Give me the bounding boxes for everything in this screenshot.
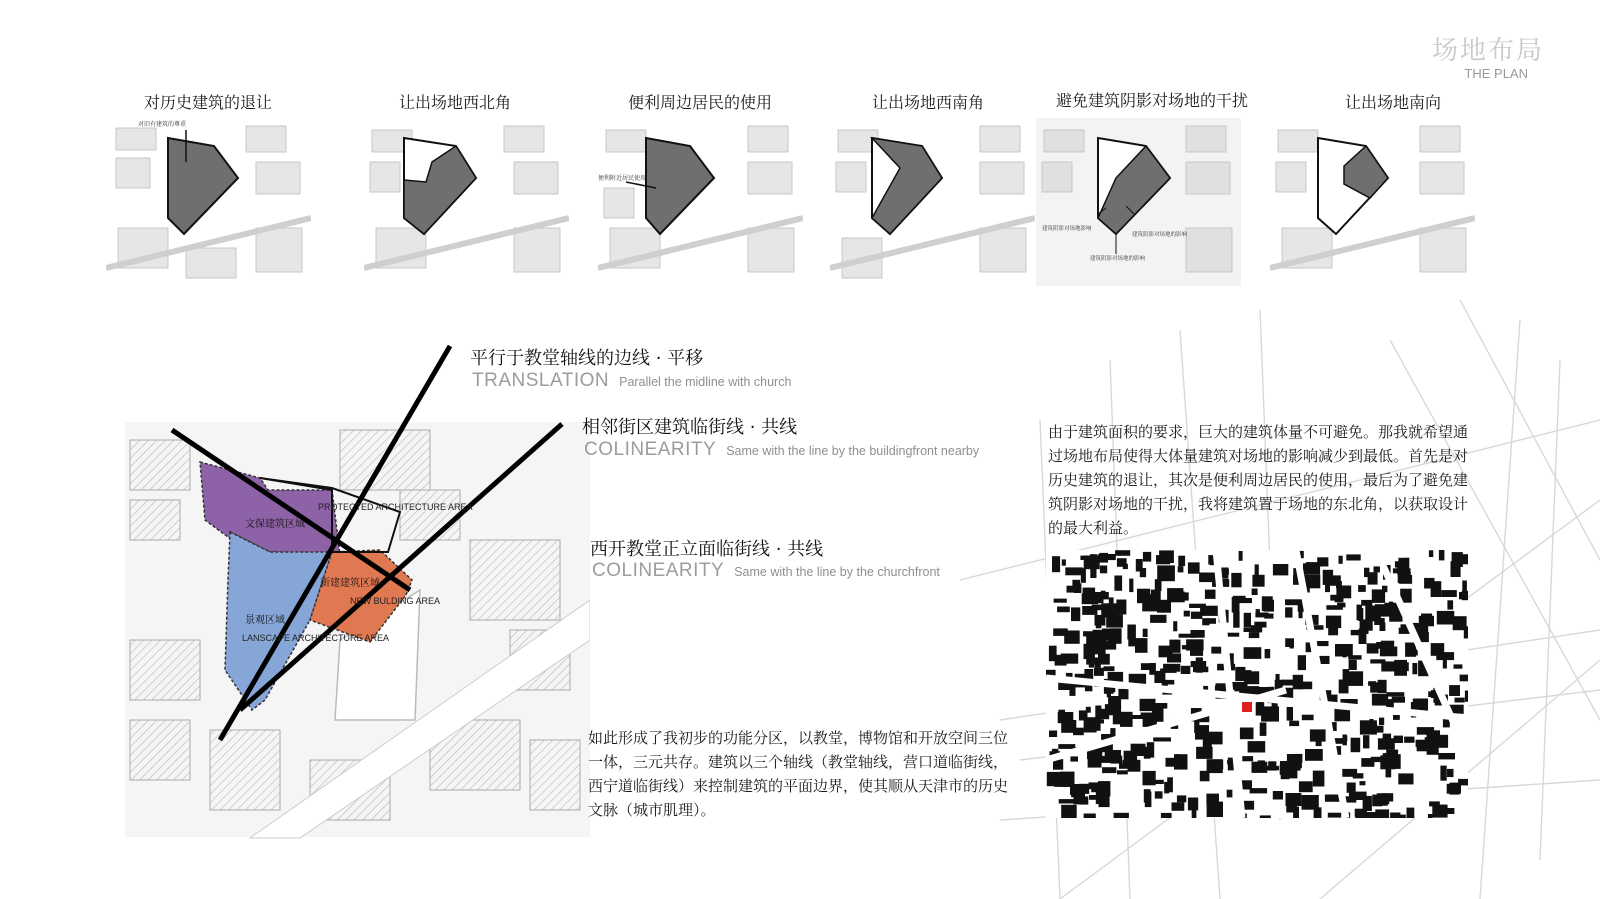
building-block bbox=[1117, 558, 1127, 567]
building-block bbox=[1454, 664, 1463, 668]
building-block bbox=[1302, 795, 1319, 810]
building-block bbox=[1167, 777, 1173, 792]
building-block bbox=[1147, 742, 1154, 757]
building-block bbox=[1398, 773, 1413, 784]
building-block bbox=[1127, 625, 1136, 640]
step5-annotation-2: 建筑阴影对场地的影响 bbox=[1132, 232, 1188, 238]
building-block bbox=[1465, 691, 1468, 702]
building-block bbox=[1094, 668, 1104, 676]
building-block bbox=[1206, 794, 1219, 805]
building-block bbox=[1143, 552, 1151, 562]
building-block bbox=[1086, 658, 1101, 665]
building-block bbox=[1260, 723, 1267, 736]
zone-landscape-en: LANSCAPE ARCHITECTURE AREA bbox=[242, 633, 390, 643]
building-block bbox=[1062, 559, 1066, 565]
building-block bbox=[1149, 663, 1156, 675]
building-block bbox=[1099, 553, 1108, 563]
building-block bbox=[1268, 761, 1276, 770]
building-block bbox=[1231, 573, 1241, 587]
building-block bbox=[1445, 613, 1454, 623]
building-block bbox=[1129, 579, 1133, 593]
building-block bbox=[1347, 783, 1356, 793]
building-block bbox=[1155, 579, 1162, 591]
building-block bbox=[1104, 666, 1115, 671]
building-block bbox=[1380, 647, 1397, 657]
step5-annotation-1: 建筑阴影对场地影响 bbox=[1042, 226, 1092, 232]
building-block bbox=[1249, 632, 1260, 638]
building-block bbox=[1208, 732, 1223, 745]
zone-protected-cn: 文保建筑区域 bbox=[245, 519, 305, 530]
building-block bbox=[1115, 550, 1130, 556]
building-block bbox=[1103, 641, 1117, 650]
building-block bbox=[1407, 808, 1415, 818]
building-block bbox=[1157, 600, 1171, 613]
building-block bbox=[1169, 640, 1180, 653]
building-block bbox=[1317, 557, 1328, 566]
building-block bbox=[1155, 703, 1167, 709]
building-block bbox=[1155, 791, 1163, 798]
step-title-5: 避免建筑阴影对场地的干扰 bbox=[1055, 91, 1248, 110]
axis-2-en bbox=[584, 439, 979, 461]
building-block bbox=[1264, 614, 1273, 619]
building-block bbox=[1313, 771, 1325, 787]
building-block bbox=[1143, 629, 1148, 637]
building-block bbox=[1441, 590, 1457, 597]
building-block bbox=[1447, 769, 1454, 777]
building-block bbox=[1177, 795, 1186, 802]
step-map-5 bbox=[1036, 118, 1241, 286]
building-block bbox=[1400, 815, 1406, 818]
building-block bbox=[1328, 813, 1341, 818]
building-block bbox=[1233, 612, 1239, 628]
step-title-6: 让出场地南向 bbox=[1344, 93, 1441, 112]
building-block bbox=[1052, 556, 1060, 572]
building-block bbox=[1188, 562, 1200, 573]
building-block bbox=[1252, 589, 1258, 596]
building-block bbox=[1383, 734, 1392, 748]
building-block bbox=[1265, 649, 1271, 658]
building-block bbox=[1084, 814, 1096, 819]
building-block bbox=[1123, 760, 1135, 764]
building-block bbox=[1084, 717, 1097, 732]
figure-ground-map bbox=[1046, 550, 1468, 818]
zone-protected-en: PROTECTED ARCHITECTURE AREA bbox=[318, 502, 473, 512]
building-block bbox=[1370, 682, 1383, 692]
building-block bbox=[1299, 607, 1303, 618]
building-block bbox=[1114, 576, 1122, 591]
axis-2-cn: 相邻街区建筑临街线 · 共线 bbox=[582, 417, 798, 438]
building-block bbox=[1305, 749, 1323, 761]
building-block bbox=[1239, 551, 1243, 561]
building-block bbox=[1144, 789, 1151, 802]
building-block bbox=[1135, 638, 1148, 653]
building-block bbox=[1287, 707, 1293, 721]
building-block bbox=[1117, 770, 1128, 774]
building-block bbox=[1242, 756, 1253, 761]
building-block bbox=[1070, 786, 1079, 795]
building-block bbox=[1379, 718, 1384, 726]
building-block bbox=[1248, 741, 1266, 752]
building-block bbox=[1204, 618, 1216, 624]
building-block bbox=[1244, 613, 1251, 628]
axis-1-en-small: Parallel the midline with church bbox=[619, 375, 792, 389]
building-block bbox=[1297, 682, 1312, 690]
building-block bbox=[1054, 599, 1067, 603]
building-block bbox=[1358, 585, 1366, 592]
building-block bbox=[1431, 581, 1442, 597]
building-block bbox=[1244, 647, 1262, 659]
building-block bbox=[1339, 556, 1343, 564]
building-block bbox=[1141, 713, 1156, 719]
building-block bbox=[1336, 581, 1342, 588]
zone-new-cn: 新建建筑区域 bbox=[320, 578, 380, 589]
building-block bbox=[1428, 814, 1433, 818]
building-block bbox=[1368, 618, 1373, 631]
building-block bbox=[1193, 667, 1208, 673]
axis-1-en-big: TRANSLATION bbox=[472, 370, 610, 391]
building-block bbox=[1189, 604, 1206, 608]
building-block bbox=[1096, 622, 1102, 629]
building-block bbox=[1239, 598, 1252, 603]
axis-3-cn: 西开教堂正立面临街线 · 共线 bbox=[590, 539, 824, 560]
building-block bbox=[1053, 628, 1068, 636]
building-block bbox=[1100, 566, 1107, 574]
building-block bbox=[1393, 715, 1400, 720]
building-block bbox=[1417, 727, 1434, 735]
building-block bbox=[1102, 629, 1117, 639]
building-block bbox=[1113, 711, 1120, 725]
building-block bbox=[1096, 718, 1101, 731]
building-block bbox=[1091, 785, 1107, 793]
step-map-4 bbox=[830, 118, 1035, 286]
building-block bbox=[1235, 667, 1245, 681]
building-block bbox=[1234, 684, 1247, 691]
building-block bbox=[1357, 605, 1363, 621]
building-block bbox=[1449, 685, 1460, 696]
building-block bbox=[1439, 808, 1455, 814]
building-block bbox=[1370, 659, 1385, 663]
step5-annotation-3: 建筑阴影对场地的影响 bbox=[1090, 256, 1146, 262]
building-block bbox=[1256, 609, 1260, 615]
building-block bbox=[1353, 773, 1364, 778]
step-title-3: 便利周边居民的使用 bbox=[627, 93, 772, 112]
building-block bbox=[1361, 600, 1372, 606]
building-block bbox=[1205, 590, 1216, 599]
building-block bbox=[1101, 603, 1118, 617]
building-block bbox=[1349, 660, 1357, 670]
building-block bbox=[1363, 735, 1369, 748]
zone-landscape-cn: 景观区域 bbox=[245, 615, 285, 626]
building-block bbox=[1451, 561, 1461, 577]
building-block bbox=[1172, 802, 1185, 810]
step-title-4: 让出场地西南角 bbox=[871, 93, 984, 112]
building-block bbox=[1335, 644, 1353, 657]
building-block bbox=[1255, 564, 1259, 579]
building-block bbox=[1227, 790, 1233, 798]
axis-1-cn: 平行于教堂轴线的边线 · 平移 bbox=[470, 348, 704, 369]
building-block bbox=[1071, 607, 1080, 621]
building-block bbox=[1157, 565, 1175, 581]
building-block bbox=[1380, 622, 1386, 631]
building-block bbox=[1325, 579, 1330, 592]
building-block bbox=[1429, 801, 1440, 806]
building-block bbox=[1059, 799, 1075, 803]
axis-1-en bbox=[472, 370, 791, 392]
building-block bbox=[1390, 813, 1400, 819]
building-block bbox=[1049, 731, 1057, 738]
step-map-3 bbox=[598, 118, 803, 286]
building-block bbox=[1337, 603, 1345, 608]
building-block bbox=[1440, 766, 1446, 781]
building-block bbox=[1200, 771, 1210, 782]
building-block bbox=[1232, 597, 1240, 613]
building-block bbox=[1298, 655, 1306, 670]
step-map-6 bbox=[1270, 118, 1475, 286]
conclusion-paragraph: 如此形成了我初步的功能分区，以教堂，博物馆和开放空间三位一体，三元共存。建筑以三个轴线（教堂轴线，营口道临街线，西宁道临街线）来控制建筑的平面边界，使其顺从天津市的历史文脉（城市肌理）。 bbox=[588, 729, 1009, 819]
building-block bbox=[1464, 626, 1468, 638]
building-block bbox=[1120, 712, 1133, 727]
building-block bbox=[1334, 708, 1350, 721]
building-block bbox=[1359, 629, 1367, 644]
building-block bbox=[1155, 780, 1164, 784]
building-block bbox=[1065, 567, 1083, 575]
page-subtitle: THE PLAN bbox=[1464, 66, 1528, 81]
zoning-diagram bbox=[70, 340, 590, 840]
building-block bbox=[1143, 771, 1156, 785]
building-block bbox=[1161, 813, 1172, 818]
building-block bbox=[1447, 600, 1453, 609]
step3-annotation: 便利附近居民使用 bbox=[598, 175, 647, 182]
building-block bbox=[1244, 671, 1259, 684]
building-block bbox=[1083, 593, 1090, 602]
building-block bbox=[1136, 559, 1143, 572]
building-block bbox=[1091, 592, 1109, 599]
building-block bbox=[1310, 729, 1326, 741]
building-block bbox=[1289, 721, 1299, 726]
building-block bbox=[1102, 767, 1116, 773]
building-block bbox=[1273, 564, 1288, 575]
building-block bbox=[1443, 655, 1447, 668]
building-block bbox=[1404, 737, 1414, 743]
building-block bbox=[1286, 799, 1297, 813]
building-block bbox=[1250, 788, 1268, 793]
site-highlight bbox=[1242, 702, 1252, 712]
building-block bbox=[1151, 590, 1161, 601]
building-block bbox=[1258, 760, 1265, 771]
building-block bbox=[1392, 697, 1405, 703]
step-map-1 bbox=[106, 118, 311, 286]
axis-2-en-small: Same with the line by the buildingfront nearby bbox=[726, 444, 980, 458]
building-block bbox=[1140, 699, 1156, 711]
building-block bbox=[1119, 763, 1131, 768]
building-block bbox=[1052, 749, 1059, 753]
building-block bbox=[1380, 755, 1395, 769]
building-block bbox=[1047, 772, 1065, 786]
building-block bbox=[1184, 611, 1190, 617]
building-block bbox=[1394, 736, 1403, 743]
building-block bbox=[1109, 597, 1114, 603]
building-block bbox=[1159, 550, 1174, 563]
axis-3-en-big: COLINEARITY bbox=[592, 560, 725, 581]
building-block bbox=[1438, 753, 1455, 759]
building-block bbox=[1276, 674, 1280, 683]
building-block bbox=[1325, 795, 1340, 802]
axis-3-en bbox=[592, 560, 940, 582]
building-block bbox=[1351, 738, 1361, 753]
building-block bbox=[1285, 607, 1292, 617]
building-block bbox=[1191, 630, 1205, 638]
building-block bbox=[1374, 566, 1381, 572]
building-block bbox=[1114, 813, 1129, 818]
building-block bbox=[1372, 589, 1385, 603]
building-block bbox=[1150, 615, 1166, 623]
zone-new-en: NEW BULDING AREA bbox=[350, 596, 441, 606]
building-block bbox=[1394, 660, 1407, 676]
building-block bbox=[1280, 761, 1294, 773]
building-block bbox=[1360, 781, 1366, 785]
building-block bbox=[1251, 625, 1262, 632]
building-block bbox=[1073, 794, 1082, 804]
building-block bbox=[1167, 653, 1181, 662]
building-block bbox=[1439, 550, 1445, 560]
building-block bbox=[1181, 666, 1191, 674]
building-block bbox=[1461, 554, 1468, 564]
building-block bbox=[1153, 737, 1171, 741]
axis-2-en-big: COLINEARITY bbox=[584, 439, 717, 460]
building-block bbox=[1299, 781, 1313, 792]
building-block bbox=[1425, 737, 1437, 746]
building-block bbox=[1058, 744, 1075, 749]
building-block bbox=[1412, 663, 1417, 674]
building-block bbox=[1174, 754, 1188, 769]
building-block bbox=[1105, 704, 1112, 715]
building-block bbox=[1386, 692, 1404, 696]
building-block bbox=[1458, 779, 1468, 786]
building-block bbox=[1163, 664, 1180, 672]
building-block bbox=[1178, 566, 1184, 572]
building-block bbox=[1368, 572, 1378, 584]
building-block bbox=[1073, 728, 1084, 736]
building-block bbox=[1192, 810, 1197, 818]
building-block bbox=[1137, 589, 1150, 604]
page-title: 场地布局 bbox=[1431, 36, 1544, 66]
building-block bbox=[1211, 647, 1221, 654]
building-block bbox=[1067, 586, 1078, 593]
building-block bbox=[1178, 556, 1185, 566]
step-title-2: 让出场地西北角 bbox=[398, 93, 511, 112]
building-block bbox=[1343, 735, 1347, 746]
step1-annotation: 对旧有建筑的尊重 bbox=[138, 121, 187, 128]
building-block bbox=[1455, 698, 1465, 703]
building-block bbox=[1405, 643, 1416, 657]
building-block bbox=[1084, 556, 1100, 570]
building-block bbox=[1346, 554, 1360, 560]
building-block bbox=[1256, 702, 1265, 716]
building-block bbox=[1339, 680, 1349, 694]
building-block bbox=[1055, 655, 1067, 666]
building-block bbox=[1347, 671, 1363, 686]
building-block bbox=[1070, 756, 1078, 761]
building-block bbox=[1273, 791, 1283, 800]
building-block bbox=[1285, 638, 1294, 647]
axis-3-en-small: Same with the line by the churchfront bbox=[734, 565, 940, 579]
building-block bbox=[1173, 621, 1177, 631]
building-block bbox=[1429, 550, 1433, 557]
building-block bbox=[1383, 800, 1389, 804]
building-block bbox=[1190, 640, 1203, 656]
building-block bbox=[1372, 795, 1382, 807]
building-block bbox=[1188, 798, 1198, 811]
building-block bbox=[1371, 726, 1384, 733]
building-block bbox=[1460, 675, 1468, 682]
building-block bbox=[1459, 592, 1467, 599]
building-block bbox=[1372, 694, 1388, 706]
building-block bbox=[1317, 641, 1329, 646]
step-map-2 bbox=[364, 118, 569, 286]
building-block bbox=[1167, 588, 1183, 602]
building-block bbox=[1375, 809, 1389, 818]
building-block bbox=[1061, 805, 1077, 818]
building-block bbox=[1302, 715, 1314, 721]
building-block bbox=[1262, 596, 1273, 611]
building-block bbox=[1240, 728, 1254, 740]
building-block bbox=[1326, 616, 1341, 629]
building-block bbox=[1097, 756, 1112, 763]
building-block bbox=[1096, 791, 1102, 804]
intro-paragraph: 由于建筑面积的要求，巨大的建筑体量不可避免。那我就希望通过场地布局使得大体量建筑对场地的影响减少到最低。首先是对历史建筑的退让，其次是便利周边居民的使用，最后为了避免建筑阴影对场地的干扰，我将建筑置于场地的东北角，以获取设计的最大利益。 bbox=[1048, 423, 1469, 537]
building-block bbox=[1397, 562, 1406, 574]
building-block bbox=[1101, 591, 1106, 595]
building-block bbox=[1243, 801, 1254, 810]
step-title-1: 对历史建筑的退让 bbox=[143, 93, 272, 112]
building-block bbox=[1057, 607, 1070, 613]
building-block bbox=[1260, 815, 1271, 818]
